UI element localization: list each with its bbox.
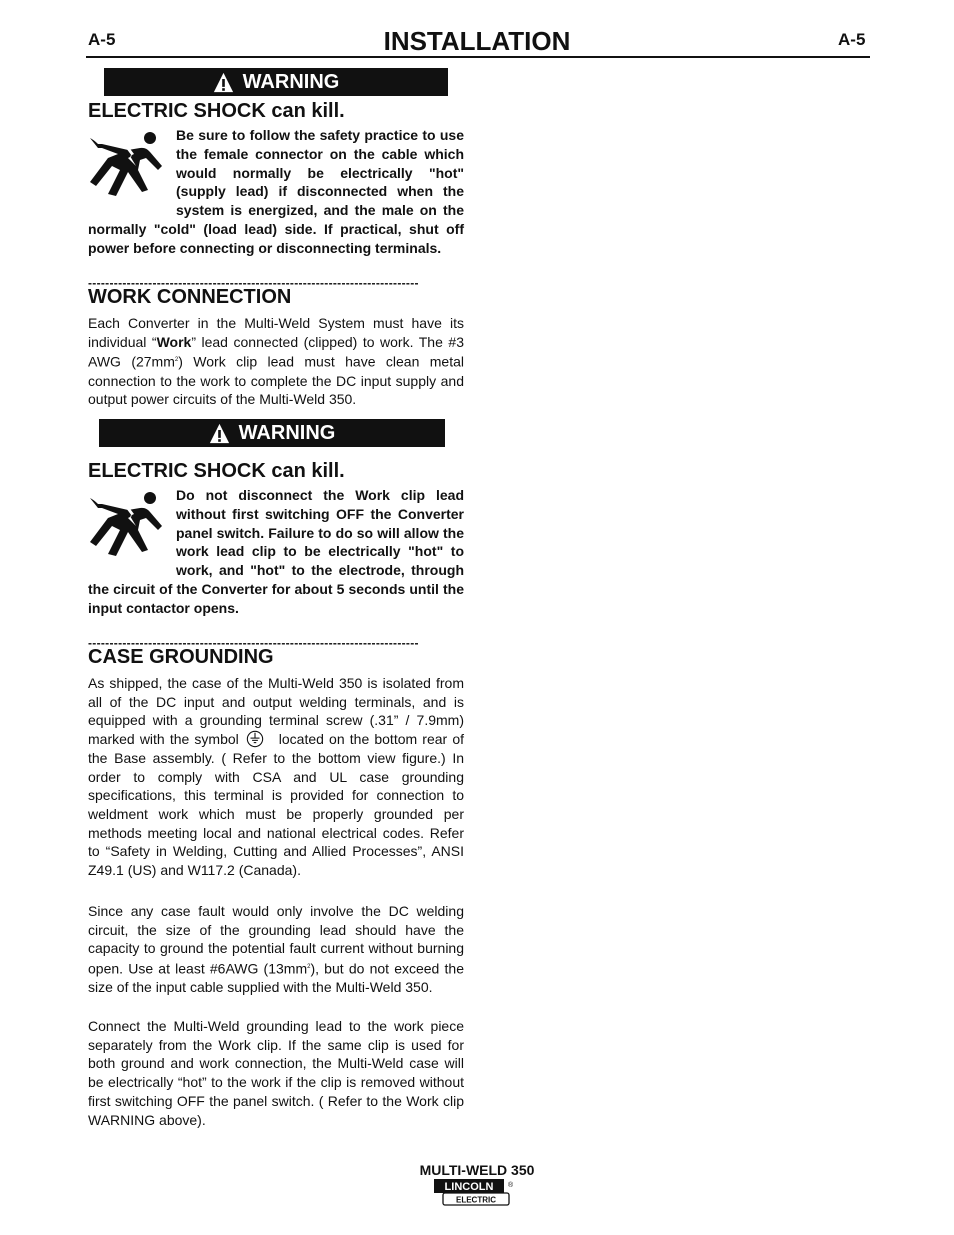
warning-text	[88, 126, 464, 258]
warning-banner	[99, 419, 445, 447]
warning-banner-label: WARNING	[242, 70, 340, 93]
text-run-bold: Work	[156, 333, 192, 350]
warning-triangle-icon	[213, 72, 234, 93]
text-run: ” lead connected (clipped) to work. The #3 AWG (27mm	[88, 333, 464, 371]
superscript: 2	[174, 357, 179, 364]
electric-shock-heading: ELECTRIC SHOCK can kill.	[88, 100, 345, 122]
lincoln-electric-logo	[433, 1178, 513, 1208]
text-run: located on the bottom rear of the Base assembly. ( Refer to the bottom view figure.) In order to comply with CSA and UL case grounding specifications, this terminal is provided for connection to weldment work which must be properly grounded per methods meeting local and national electrical codes. Refer to “Safety in Welding, Cutting and Allied Processes”, ANSI Z49.1 (US) and W117.2 (Canada).	[88, 731, 464, 879]
text-run: ) Work clip lead must have clean metal connection to the work to complete the DC input supply and output power circuits of the Multi-Weld 350.	[88, 354, 464, 408]
text-run: ), but do not exceed the size of the input cable supplied with the Multi-Weld 350.	[88, 960, 464, 996]
header-rule	[86, 56, 870, 58]
logo-bottom-text: ELECTRIC	[456, 1195, 496, 1205]
superscript: 2	[307, 964, 311, 971]
page-number-left: A-5	[88, 30, 116, 49]
case-grounding-heading: CASE GROUNDING	[88, 646, 274, 668]
section-separator: -----------------------------------------------------------------------------	[88, 276, 419, 290]
ground-symbol-icon	[245, 730, 265, 748]
warning-banner-label: WARNING	[238, 421, 336, 444]
section-separator: -----------------------------------------------------------------------------	[88, 636, 419, 650]
case-grounding-paragraph-1	[88, 674, 464, 880]
text-run: Since any case fault would only involve the DC welding circuit, the size of the grounding lead should have the capacity to ground the potential fault current without burning open. Use at least #6AWG (13mm	[88, 903, 464, 977]
warning-triangle-icon	[209, 423, 230, 444]
warning-banner	[104, 68, 448, 96]
warning-text	[88, 486, 464, 618]
logo-top-text: LINCOLN	[444, 1181, 494, 1193]
footer-model-name: MULTI-WELD 350	[419, 1162, 535, 1178]
work-connection-text	[88, 314, 464, 409]
electric-shock-icon	[88, 126, 176, 218]
electric-shock-icon	[88, 486, 176, 578]
electric-shock-heading: ELECTRIC SHOCK can kill.	[88, 460, 345, 482]
work-connection-heading: WORK CONNECTION	[88, 286, 292, 308]
case-grounding-paragraph-3: Connect the Multi-Weld grounding lead to the work piece separately from the Work clip. If the same clip is used for both ground and work connection, the Multi-Weld case will be electrically “hot” to the work if the clip is removed without first switching OFF the panel switch. ( Refer to the Work clip WARNING above).	[88, 1018, 464, 1128]
warning-text-body: Be sure to follow the safety practice to use the female connector on the cable which would normally be electrically "hot" (supply lead) if disconnected when the system is energized, and the male on the normally "cold" (load lead) side. If practical, shut off power before connecting or disconnecting terminals.	[88, 127, 464, 256]
logo-registered-mark: ®	[508, 1182, 513, 1189]
text-run: As shipped, the case of the Multi-Weld 350 is isolated from all of the DC input and output welding terminals, and is equipped with a grounding terminal screw (.31” / 7.9mm) marked with the symbol	[88, 675, 464, 748]
page-title: INSTALLATION	[383, 26, 571, 56]
case-grounding-paragraph-2	[88, 902, 464, 997]
warning-text-body: Do not disconnect the Work clip lead without first switching OFF the Converter panel switch. Failure to do so will allow the work lead clip to be electrically "hot" to work, and "hot" to the electrode, through the circuit of the Converter for about 5 seconds until the input contactor opens.	[88, 487, 464, 616]
text-run: Each Converter in the Multi-Weld System must have its individual “	[88, 315, 464, 350]
page-number-right: A-5	[838, 30, 866, 49]
